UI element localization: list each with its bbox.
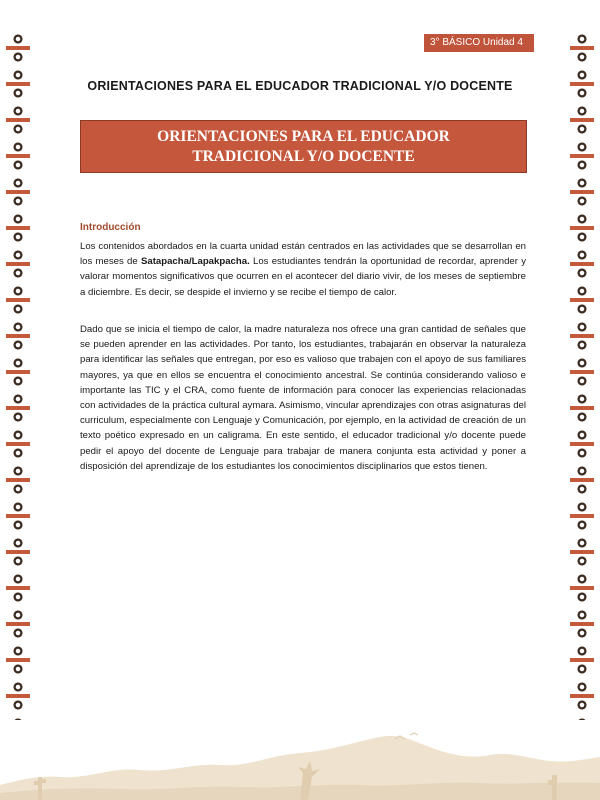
intro-paragraph-2: Dado que se inicia el tiempo de calor, la madre naturaleza nos ofrece una gran cantidad de señales que se pueden aprender en las actividades. Por tanto, los estudiantes, trabajarán en observar la naturaleza para identificar las señales que entregan, por eso es valioso que trabajen con el apoyo de sus familiares mayores, ya que en ellos se encuentra el conocimiento ancestral. Se continúa considerando valioso e importante las TIC y el CRA, como fuente de información para conocer las experiencias relacionadas con actividades de la práctica cultural aymara. Asimismo, vincular aprendizajes con otras asignaturas del curriculum, especialmente con Lenguaje y Comunicación, por ejemplo, en la actividad de creación de un texto poético expresado en un caligrama. En este sentido, el educador tradicional y/o docente puede pedir el apoyo del docente de Lenguaje para trabajar de manera conjunta esta actividad y poner a disposición del aprendizaje de los estudiantes los conocimientos disciplinarios que estos tienen. [80, 324, 526, 472]
paragraph-1-bold-months: Satapacha/Lapakpacha. [140, 256, 250, 268]
decorative-border-left [6, 30, 30, 720]
footer-landscape-illustration [0, 725, 600, 800]
section-heading-introduccion: Introducción [80, 222, 141, 233]
paragraph-1-text-end: Los estudiantes tendrán la oportunidad de recordar, aprender y valorar momentos significativos que ocurren en el acontecer del diario vivir, de los meses de septiembre a diciembre. Es decir, se despide el invierno y se recibe el tiempo de calor. [80, 256, 526, 298]
banner-title: ORIENTACIONES PARA EL EDUCADOR TRADICIONAL Y/O DOCENTE [157, 127, 450, 165]
title-banner [80, 120, 527, 173]
intro-paragraph-1 [80, 239, 526, 300]
paragraph-1-text-start: Los contenidos abordados en la cuarta unidad están centrados en las actividades que se desarrollan en los meses de [80, 241, 526, 268]
unit-tag: 3° BÁSICO Unidad 4 [424, 34, 534, 52]
page-header-title: ORIENTACIONES PARA EL EDUCADOR TRADICIONAL Y/O DOCENTE [87, 79, 513, 93]
decorative-border-right [570, 30, 594, 720]
